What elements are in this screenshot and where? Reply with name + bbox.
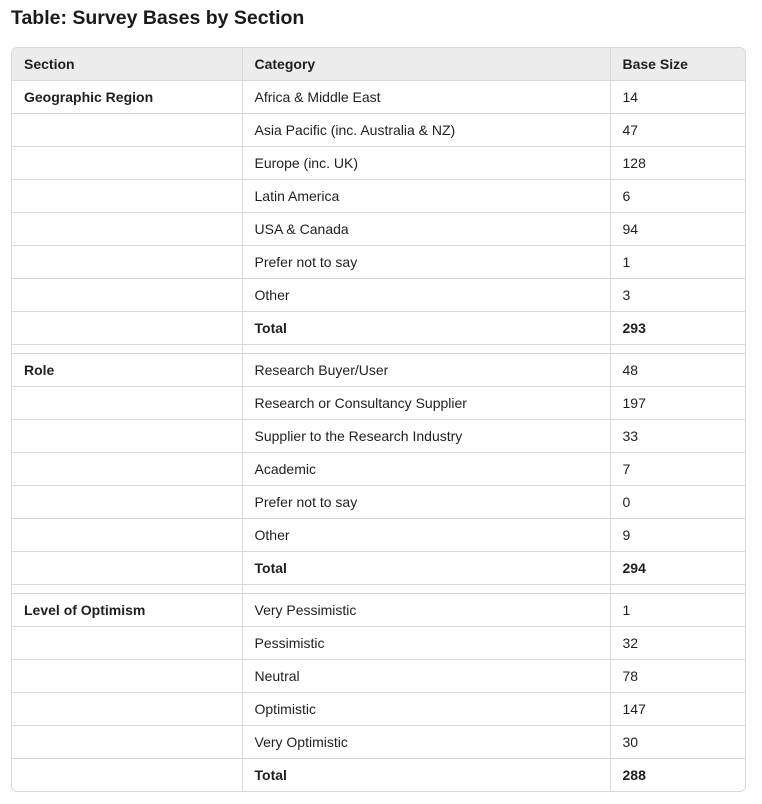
section-cell xyxy=(12,312,242,345)
section-cell xyxy=(12,759,242,792)
spacer-row xyxy=(12,345,745,354)
category-cell xyxy=(242,345,610,354)
table-header-row xyxy=(12,48,745,81)
section-cell xyxy=(12,147,242,180)
table-row xyxy=(12,453,745,486)
table-row xyxy=(12,726,745,759)
section-cell xyxy=(12,627,242,660)
category-cell: Academic xyxy=(242,453,610,486)
section-cell xyxy=(12,726,242,759)
column-header-category: Category xyxy=(242,48,610,81)
table-row xyxy=(12,180,745,213)
category-cell: Total xyxy=(242,552,610,585)
category-cell: Other xyxy=(242,519,610,552)
section-cell xyxy=(12,114,242,147)
base-size-cell: 32 xyxy=(610,627,745,660)
section-cell xyxy=(12,660,242,693)
base-size-cell: 6 xyxy=(610,180,745,213)
base-size-cell: 7 xyxy=(610,453,745,486)
base-size-cell: 0 xyxy=(610,486,745,519)
base-size-cell: 1 xyxy=(610,594,745,627)
base-size-cell: 33 xyxy=(610,420,745,453)
base-size-cell: 94 xyxy=(610,213,745,246)
base-size-cell xyxy=(610,585,745,594)
section-cell xyxy=(12,453,242,486)
category-cell: Europe (inc. UK) xyxy=(242,147,610,180)
category-cell: Asia Pacific (inc. Australia & NZ) xyxy=(242,114,610,147)
category-cell: Other xyxy=(242,279,610,312)
section-cell xyxy=(12,213,242,246)
category-cell: Prefer not to say xyxy=(242,246,610,279)
section-cell xyxy=(12,486,242,519)
table-row xyxy=(12,660,745,693)
base-size-cell: 78 xyxy=(610,660,745,693)
table-row xyxy=(12,594,745,627)
table-row xyxy=(12,279,745,312)
category-cell: Total xyxy=(242,312,610,345)
page-title: Table: Survey Bases by Section xyxy=(11,7,305,29)
table-row xyxy=(12,519,745,552)
category-cell: Research or Consultancy Supplier xyxy=(242,387,610,420)
total-row xyxy=(12,552,745,585)
base-size-cell: 1 xyxy=(610,246,745,279)
category-cell: Very Optimistic xyxy=(242,726,610,759)
table-row xyxy=(12,420,745,453)
base-size-cell: 147 xyxy=(610,693,745,726)
section-cell xyxy=(12,180,242,213)
table-row xyxy=(12,213,745,246)
total-row xyxy=(12,759,745,792)
category-cell: Research Buyer/User xyxy=(242,354,610,387)
table-row xyxy=(12,486,745,519)
section-cell xyxy=(12,420,242,453)
total-row xyxy=(12,312,745,345)
base-size-cell: 30 xyxy=(610,726,745,759)
spacer-row xyxy=(12,585,745,594)
section-cell xyxy=(12,693,242,726)
category-cell: Supplier to the Research Industry xyxy=(242,420,610,453)
category-cell: Optimistic xyxy=(242,693,610,726)
section-cell xyxy=(12,519,242,552)
base-size-cell: 3 xyxy=(610,279,745,312)
section-cell xyxy=(12,246,242,279)
table-row xyxy=(12,147,745,180)
base-size-cell: 288 xyxy=(622,767,646,783)
section-cell xyxy=(12,585,242,594)
table-row xyxy=(12,387,745,420)
section-cell: Level of Optimism xyxy=(12,594,242,627)
base-size-cell: 197 xyxy=(610,387,745,420)
base-size-cell: 48 xyxy=(610,354,745,387)
section-cell: Geographic Region xyxy=(12,81,242,114)
table-row xyxy=(12,114,745,147)
table-row xyxy=(12,627,745,660)
table-body xyxy=(12,81,745,792)
category-cell xyxy=(242,585,610,594)
category-cell: Very Pessimistic xyxy=(242,594,610,627)
survey-bases-table-container xyxy=(11,47,746,792)
category-cell: Africa & Middle East xyxy=(242,81,610,114)
table-row xyxy=(12,246,745,279)
section-cell xyxy=(12,279,242,312)
category-cell: Prefer not to say xyxy=(242,486,610,519)
base-size-cell: 293 xyxy=(610,312,745,345)
base-size-cell xyxy=(610,345,745,354)
base-size-cell: 9 xyxy=(610,519,745,552)
category-cell: Pessimistic xyxy=(242,627,610,660)
category-cell: USA & Canada xyxy=(242,213,610,246)
table-row xyxy=(12,354,745,387)
section-cell xyxy=(12,552,242,585)
section-cell xyxy=(12,345,242,354)
section-cell: Role xyxy=(12,354,242,387)
base-size-cell: 128 xyxy=(610,147,745,180)
category-cell: Total xyxy=(242,759,610,792)
survey-bases-table xyxy=(12,48,745,791)
category-cell: Neutral xyxy=(242,660,610,693)
base-size-cell: 14 xyxy=(610,81,745,114)
table-row xyxy=(12,693,745,726)
column-header-section: Section xyxy=(12,48,242,81)
table-row xyxy=(12,81,745,114)
base-size-cell: 294 xyxy=(610,552,745,585)
column-header-base-size: Base Size xyxy=(610,48,745,81)
base-size-cell: 47 xyxy=(610,114,745,147)
category-cell: Latin America xyxy=(242,180,610,213)
section-cell xyxy=(12,387,242,420)
